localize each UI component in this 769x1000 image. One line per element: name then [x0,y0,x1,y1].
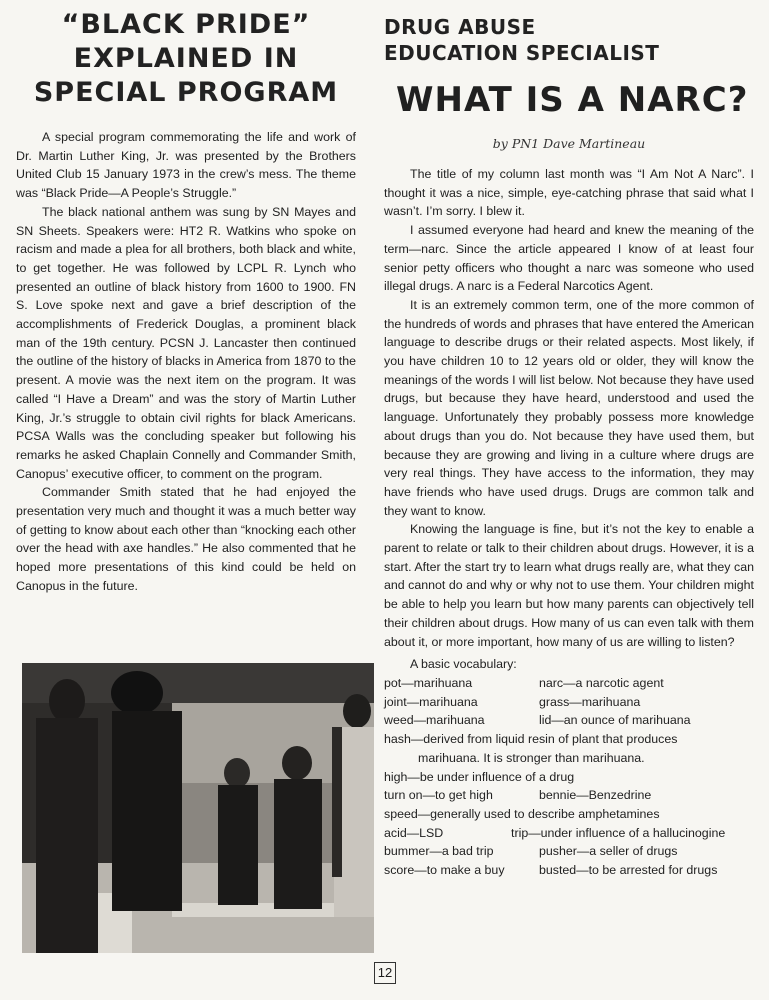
vocab-term: bummer—a bad trip [384,844,494,859]
vocab-row [384,693,754,712]
article-paragraph: The title of my column last month was “I Am Not A Narc”. I thought it was a nice, simple, eye-catching phrase that said what I wasn’t. I’m sorry. I blew it. [384,167,754,219]
article-paragraph: It is an extremely common term, one of the more common of the hundreds of words and phrases that have entered the American language to describe drugs or their related aspects. Most likely, if you have children 10 to 12 years old or older, they will know the meanings of the words I will list below. Not because they have used drugs, but because they have heard, understood and used the language. Unfortunately they probably possess more knowledge about drugs than you do. Not because they have used them, but because they are growing and living in a culture where drugs are very real things. They have access to the information, they may have friends who have used drugs. Drugs are common talk and they want to know. [384,297,754,518]
vocab-term: joint—marihuana [384,694,478,709]
program-photo [22,663,374,953]
vocab-term: bennie—Benzedrine [539,788,652,803]
vocab-row [384,861,754,880]
byline: by PN1 Dave Martineau [492,136,646,151]
article-paragraph: Knowing the language is fine, but it’s not the key to enable a parent to relate or talk to their children about drugs. However, it is a start. After the start try to learn what drugs really are, what they can and cannot do and why or why not to use them. Your children might be able to help you learn but how many parents can objectively tell their children about drugs. How many of us can even talk with them about it, or more important, how many of us are willing to listen? [384,522,754,649]
vocab-term: score—to make a buy [384,863,505,878]
black-pride-article-body [16,128,356,596]
article-paragraph: A special program commemorating the life and work of Dr. Martin Luther King, Jr. was presented by the Brothers United Club 15 January 1973 in the crew’s mess. The theme was “Black Pride—A People’s Struggle.” [16,130,356,201]
article-paragraph: I assumed everyone had heard and knew the meaning of the term—narc. Since the article appeared I know of at least four senior petty officers who thought a narc was someone who used illegal drugs. A narc is a Federal Narcotics Agent. [384,223,754,294]
vocab-term-continued: marihuana. It is stronger than marihuana. [418,750,645,765]
vocab-term: weed—marihuana [384,713,485,728]
vocab-term: pot—marihuana [384,675,473,690]
vocab-row [384,674,754,693]
right-column [384,14,754,880]
vocab-term: speed—generally used to describe amphetamines [384,806,660,821]
narc-headline: WHAT IS A NARC? [396,80,749,120]
vocab-term: grass—marihuana [539,694,641,709]
vocabulary-heading: A basic vocabulary: [410,657,517,672]
vocab-term: turn on—to get high [384,788,493,803]
left-column [16,8,356,596]
vocab-row [384,824,754,843]
vocab-term: narc—a narcotic agent [539,675,664,690]
article-paragraph: The black national anthem was sung by SN Mayes and SN Sheets. Speakers were: HT2 R. Watkins who spoke on racism and made a plea for all brothers, both black and white, to get together. He was followed by LCPL R. Lynch who presented an outline of black history from 1600 to 1900. FN S. Love spoke next and gave a brief description of the accomplishments of Frederick Douglas, a prominent black man of the 19th century. PCSN J. Lancaster then continued the outline of the history of blacks in America from 1870 to the present. A movie was the next item on the program. It was called “I Have a Dream” and was the story of Martin Luther King, Jr.’s struggle to obtain civil rights for black Americans. PCSA Walls was the concluding speaker but following his remarks he asked Chaplain Connelly and Commander Smith, Canopus’ executive officer, to comment on the program. [16,204,356,481]
photo-illustration [22,663,374,953]
vocab-term: busted—to be arrested for drugs [539,863,718,878]
kicker-line-2: EDUCATION SPECIALIST [384,41,660,65]
kicker-line-1: DRUG ABUSE [384,15,536,39]
vocabulary-list [384,655,754,879]
black-pride-headline [16,8,356,110]
vocab-term: high—be under influence of a drug [384,769,575,784]
vocab-row [384,786,754,805]
vocab-term: hash—derived from liquid resin of plant that produces [384,732,678,747]
vocab-row [384,711,754,730]
article-paragraph: Commander Smith stated that he had enjoyed the presentation very much and thought it was a much better way of getting to know about each other than “knocking each other over the head with axe handles.” He also commented that he hoped more presentations of this kind could be held on Canopus in the future. [16,485,356,593]
vocab-term: lid—an ounce of marihuana [539,713,691,728]
page-number: 12 [374,962,396,984]
column-kicker [384,14,754,66]
headline-line-2: EXPLAINED IN [73,43,299,74]
vocab-term: pusher—a seller of drugs [539,844,678,859]
headline-line-3: SPECIAL PROGRAM [33,77,339,108]
vocab-row [384,842,754,861]
vocab-term: trip—under influence of a hallucinogine [511,825,726,840]
vocab-term: acid—LSD [384,825,444,840]
headline-line-1: “BLACK PRIDE” [61,9,311,40]
